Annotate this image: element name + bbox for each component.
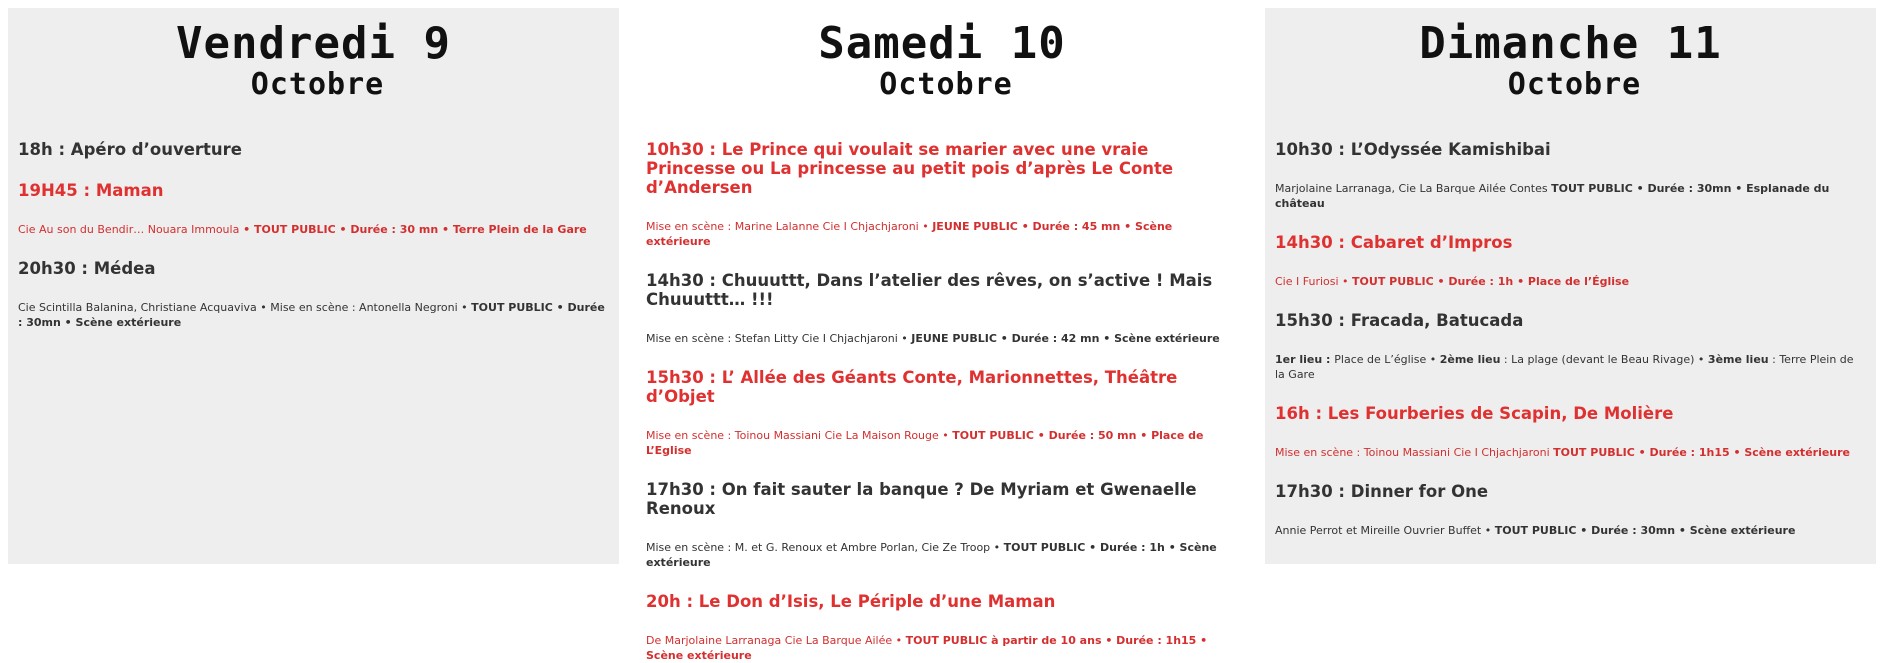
event-title: 10h30 : Le Prince qui voulait se marier avec une vraie Princesse ou La princesse au petit pois d’après Le Conte d’Andersen <box>646 140 1174 197</box>
event-credits: Mise en scène : M. et G. Renoux et Ambre Porlan, Cie Ze Troop • <box>646 541 1004 554</box>
event-description <box>646 540 1238 570</box>
event-details: TOUT PUBLIC à partir de 10 ans • Durée : 1h15 • Scène extérieure <box>646 634 1208 662</box>
event-credits: Mise en scène : Toinou Massiani Cie La Maison Rouge • <box>646 429 953 442</box>
event-location-label: 3ème lieu <box>1707 353 1769 366</box>
event-title: 15h30 : L’ Allée des Géants Conte, Marionnettes, Théâtre d’Objet <box>646 368 1178 406</box>
event-location: Place de L’église • <box>1334 353 1440 366</box>
event-description <box>646 428 1238 458</box>
event-description <box>646 633 1238 663</box>
event-title: 14h30 : Chuuuttt, Dans l’atelier des rêves, on s’active ! Mais Chuuuttt… !!! <box>646 271 1213 309</box>
event-location: : Terre Plein de la Gare <box>1275 353 1854 381</box>
event-credits: Cie Au son du Bendir… Nouara Immoula <box>18 223 240 236</box>
event-title: 19H45 : Maman <box>18 181 164 200</box>
day-heading-line1: Samedi 10 <box>818 18 1066 69</box>
event-credits: Cie Scintilla Balanina, Christiane Acquaviva • Mise en scène : Antonella Negroni • <box>18 301 472 314</box>
day-heading-line1: Vendredi 9 <box>176 18 451 69</box>
event-description <box>646 219 1238 249</box>
day-heading-line1: Dimanche 11 <box>1419 18 1722 69</box>
event-title: 14h30 : Cabaret d’Impros <box>1275 233 1513 252</box>
event-details: • TOUT PUBLIC • Durée : 30 mn • Terre Plein de la Gare <box>239 223 587 236</box>
event-location-label: 2ème lieu <box>1439 353 1501 366</box>
event-details: TOUT PUBLIC • Durée : 1h15 • Scène extérieure <box>1553 446 1851 459</box>
event-title: 18h : Apéro d’ouverture <box>18 140 242 159</box>
day-column-sunday <box>1265 8 1876 564</box>
event-credits: Cie I Furiosi • <box>1275 275 1353 288</box>
event-description <box>646 331 1238 346</box>
event-description <box>1275 523 1866 538</box>
event-credits: Marjolaine Larranaga, Cie La Barque Ailée Contes <box>1275 182 1552 195</box>
event-details: TOUT PUBLIC • Durée : 50 mn • Place de L’Eglise <box>646 429 1204 457</box>
event-title: 15h30 : Fracada, Batucada <box>1275 311 1524 330</box>
event-description <box>1275 445 1866 460</box>
event-description <box>1275 274 1866 289</box>
day-heading <box>18 18 609 110</box>
event-details: TOUT PUBLIC • Durée : 30mn • Scène extérieure <box>18 301 605 329</box>
day-heading-line2: Octobre <box>1507 67 1642 102</box>
event-details: TOUT PUBLIC • Durée : 1h • Scène extérieure <box>646 541 1217 569</box>
event-title: 10h30 : L’Odyssée Kamishibai <box>1275 140 1551 159</box>
event-title: 17h30 : On fait sauter la banque ? De Myriam et Gwenaelle Renoux <box>646 480 1197 518</box>
event-title: 17h30 : Dinner for One <box>1275 482 1489 501</box>
event-credits: Mise en scène : Marine Lalanne Cie I Chjachjaroni • <box>646 220 933 233</box>
event-location-label: 1er lieu : <box>1275 353 1335 366</box>
event-details: TOUT PUBLIC • Durée : 30mn • Scène extérieure <box>1494 524 1796 537</box>
event-title: 20h : Le Don d’Isis, Le Périple d’une Maman <box>646 592 1056 611</box>
event-location: : La plage (devant le Beau Rivage) • <box>1500 353 1708 366</box>
event-details: JEUNE PUBLIC • Durée : 42 mn • Scène extérieure <box>911 332 1220 345</box>
event-description <box>1275 181 1866 211</box>
event-credits: De Marjolaine Larranaga Cie La Barque Ailée • <box>646 634 906 647</box>
event-description <box>18 300 609 330</box>
event-description <box>1275 352 1866 382</box>
event-title: 16h : Les Fourberies de Scapin, De Molière <box>1275 404 1674 423</box>
event-details: TOUT PUBLIC • Durée : 1h • Place de l’Église <box>1352 275 1630 288</box>
day-heading-line2: Octobre <box>879 67 1013 102</box>
event-details: TOUT PUBLIC • Durée : 30mn • Esplanade du château <box>1275 182 1830 210</box>
day-heading <box>646 18 1238 110</box>
event-credits: Mise en scène : Toinou Massiani Cie I Chjachjaroni <box>1275 446 1554 459</box>
event-title: 20h30 : Médea <box>18 259 156 278</box>
day-column-saturday <box>619 8 1265 662</box>
day-column-friday <box>8 8 619 564</box>
event-details: JEUNE PUBLIC • Durée : 45 mn • Scène extérieure <box>646 220 1173 248</box>
day-heading-line2: Octobre <box>250 67 385 102</box>
day-heading <box>1275 18 1866 110</box>
event-credits: Annie Perrot et Mireille Ouvrier Buffet • <box>1275 524 1495 537</box>
event-description <box>18 222 609 237</box>
event-credits: Mise en scène : Stefan Litty Cie I Chjachjaroni • <box>646 332 912 345</box>
